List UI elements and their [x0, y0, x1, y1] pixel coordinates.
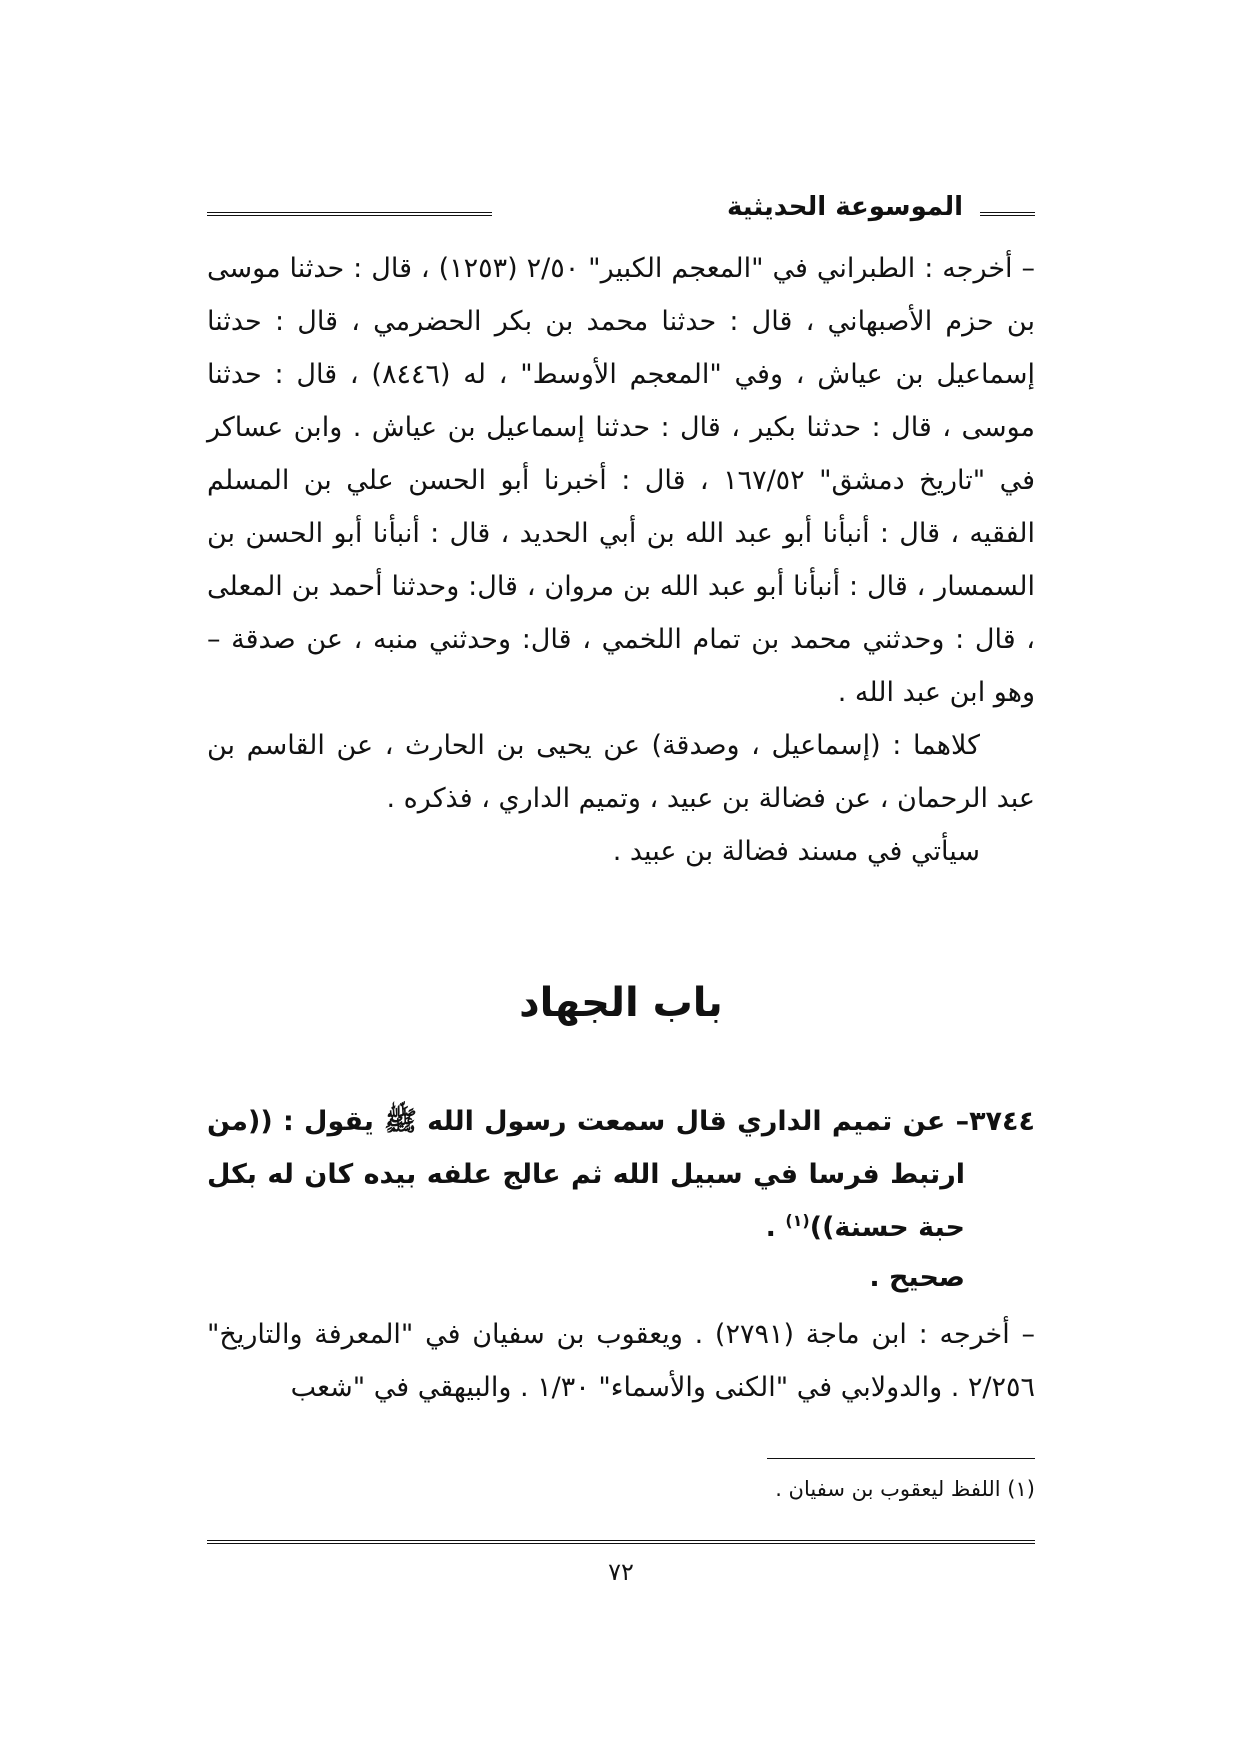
- hadith-takhrij: [207, 1308, 1035, 1414]
- running-header: [207, 190, 1035, 230]
- hadith-entry: [207, 1095, 1035, 1254]
- footnote: (١) اللفظ ليعقوب بن سفيان .: [775, 1477, 1035, 1501]
- takhrij-paragraph: – أخرجه : الطبراني في "المعجم الكبير" ٢/٥٠ (١٢٥٣) ، قال : حدثنا موسى بن حزم الأصبهاني ، قال : حدثنا محمد بن بكر الحضرمي ، قال : حدثنا إسماعيل بن عياش ، وفي "المعجم الأوسط" ، له (٨٤٤٦) ، قال : حدثنا موسى ، قال : حدثنا بكير ، قال : حدثنا إسماعيل بن عياش . وابن عساكر في "تاريخ دمشق" ١٦٧/٥٢ ، قال : أخبرنا أبو الحسن علي بن المسلم الفقيه ، قال : أنبأنا أبو عبد الله بن أبي الحديد ، قال : أنبأنا أبو الحسن بن السمسار ، قال : أنبأنا أبو عبد الله بن مروان ، قال: وحدثنا أحمد بن المعلى ، قال : وحدثني محمد بن تمام اللخمي ، قال: وحدثني منبه ، عن صدقة – وهو ابن عبد الله .: [207, 253, 1036, 708]
- chapter-title: باب الجهاد: [519, 980, 723, 1026]
- isnad-summary-paragraph: كلاهما : (إسماعيل ، وصدقة) عن يحيى بن الحارث ، عن القاسم بن عبد الرحمان ، عن فضالة بن عبيد ، وتميم الداري ، فذكره .: [207, 730, 1035, 814]
- hadith-grade: صحيح .: [869, 1262, 965, 1293]
- takhrij-section: [207, 242, 1035, 878]
- footer-rule: [207, 1540, 1035, 1548]
- hadith-matn: – عن تميم الداري قال سمعت رسول الله ﷺ يقول : ((من ارتبط فرسا في سبيل الله ثم عالج علفه بيده كان له بكل حبة حسنة)): [207, 1106, 970, 1243]
- takhrij-text: – أخرجه : ابن ماجة (٢٧٩١) . ويعقوب بن سفيان في "المعرفة والتاريخ" ٢/٢٥٦ . والدولابي في "الكنى والأسماء" ١/٣٠ . والبيهقي في "شعب: [207, 1319, 1035, 1403]
- hadith-text: [207, 1095, 1035, 1254]
- cross-reference-note: سيأتي في مسند فضالة بن عبيد .: [612, 836, 980, 867]
- page-number: ٧٢: [608, 1558, 634, 1586]
- header-rule-left: [207, 212, 492, 220]
- header-rule-right: [980, 212, 1035, 220]
- footnote-separator: [767, 1458, 1035, 1459]
- footnote-marker: (١): [785, 1211, 810, 1230]
- book-page: [207, 190, 1035, 1660]
- hadith-end: .: [765, 1212, 786, 1243]
- hadith-number: ٣٧٤٤: [969, 1106, 1035, 1137]
- running-header-title: الموسوعة الحديثية: [726, 192, 963, 222]
